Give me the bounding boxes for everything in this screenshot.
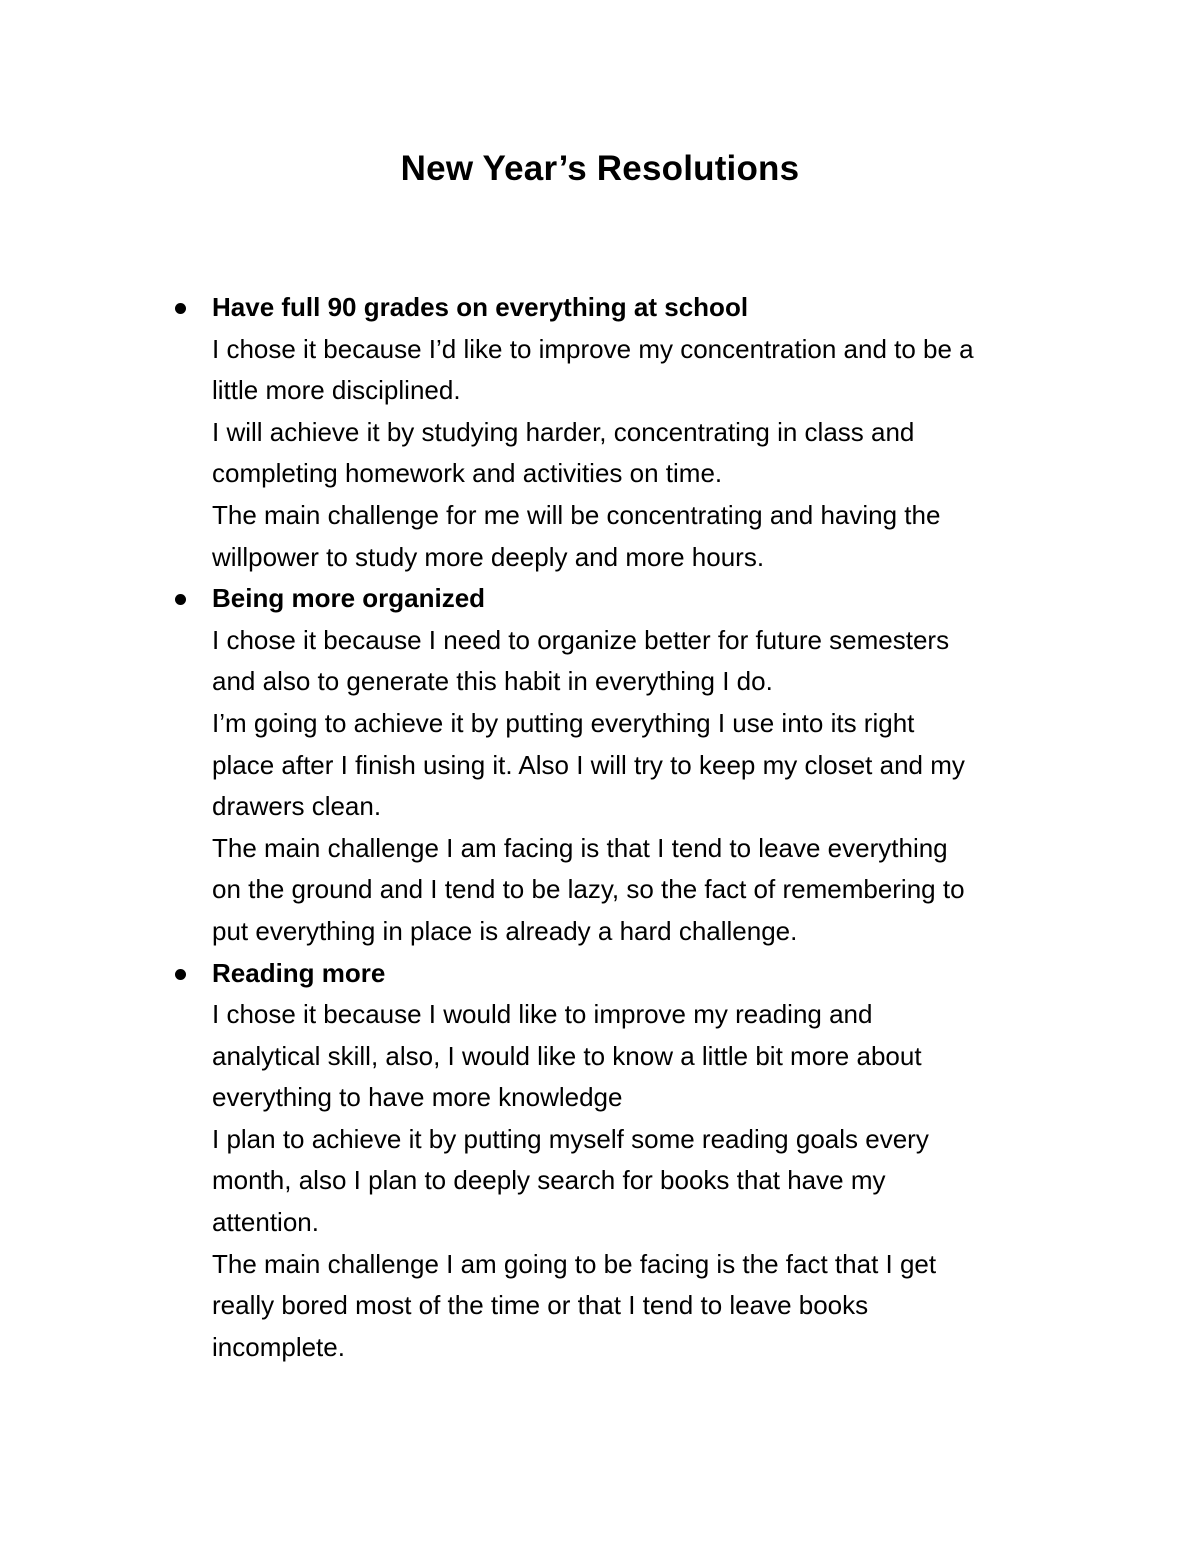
text-line: The main challenge for me will be concentrating and having the	[212, 499, 941, 530]
text-line: completing homework and activities on time.	[212, 458, 723, 489]
text-line: I chose it because I would like to improve my reading and	[212, 999, 873, 1030]
text-line: The main challenge I am going to be facing is the fact that I get	[212, 1248, 937, 1279]
page-title: New Year’s Resolutions	[400, 149, 800, 188]
text-line: and also to generate this habit in everything I do.	[212, 666, 773, 697]
text-line: I plan to achieve it by putting myself some reading goals every	[212, 1123, 929, 1154]
challenge-paragraph	[212, 828, 1092, 953]
resolution-heading: Being more organized	[212, 583, 486, 614]
reason-paragraph	[212, 994, 1092, 1119]
text-line: really bored most of the time or that I tend to leave books	[212, 1290, 869, 1321]
reason-paragraph	[212, 329, 1092, 412]
bullet-icon	[175, 594, 186, 605]
text-line: I will achieve it by studying harder, concentrating in class and	[212, 416, 915, 447]
resolutions-list	[0, 287, 1200, 1368]
text-line: I’m going to achieve it by putting everything I use into its right	[212, 707, 915, 738]
bullet-icon	[175, 303, 186, 314]
plan-paragraph	[212, 412, 1092, 495]
plan-paragraph	[212, 703, 1092, 828]
text-line: analytical skill, also, I would like to know a little bit more about	[212, 1040, 922, 1071]
reason-paragraph	[212, 620, 1092, 703]
text-line: The main challenge I am facing is that I tend to leave everything	[212, 832, 948, 863]
resolution-item	[0, 578, 1092, 952]
text-line: on the ground and I tend to be lazy, so the fact of remembering to	[212, 874, 965, 905]
text-line: put everything in place is already a hard challenge.	[212, 915, 798, 946]
challenge-paragraph	[212, 495, 1092, 578]
bullet-icon	[175, 969, 186, 980]
text-line: incomplete.	[212, 1331, 345, 1362]
text-line: everything to have more knowledge	[212, 1082, 623, 1113]
text-line: place after I finish using it. Also I will try to keep my closet and my	[212, 749, 965, 780]
challenge-paragraph	[212, 1244, 1092, 1369]
text-line: attention.	[212, 1207, 319, 1238]
plan-paragraph	[212, 1119, 1092, 1244]
text-line: drawers clean.	[212, 791, 382, 822]
text-line: month, also I plan to deeply search for books that have my	[212, 1165, 886, 1196]
resolution-heading: Reading more	[212, 957, 386, 988]
resolution-heading: Have full 90 grades on everything at school	[212, 292, 749, 322]
text-line: little more disciplined.	[212, 375, 461, 406]
resolution-item	[0, 953, 1092, 1369]
resolution-item	[0, 287, 1092, 578]
text-line: I chose it because I’d like to improve my concentration and to be a	[212, 333, 974, 364]
text-line: willpower to study more deeply and more hours.	[212, 541, 765, 572]
text-line: I chose it because I need to organize better for future semesters	[212, 624, 950, 655]
